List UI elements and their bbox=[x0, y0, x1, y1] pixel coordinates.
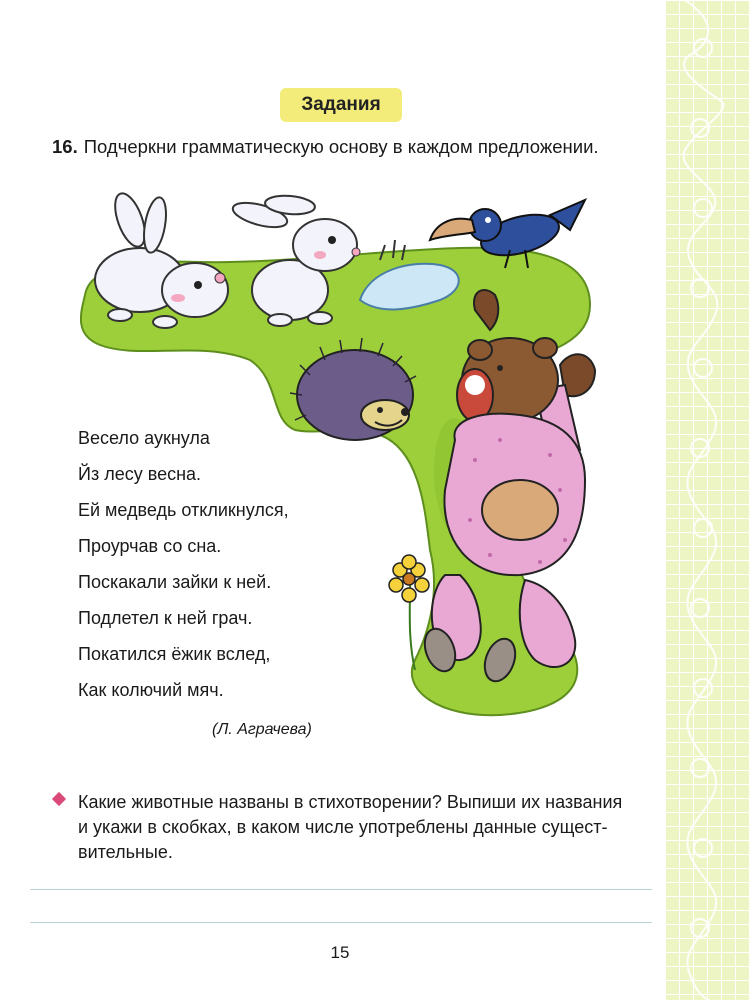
task-text: Подчеркни грамматическую основу в каждом предложении. bbox=[83, 136, 599, 157]
poem-line: Покатился ёжик вслед, bbox=[78, 644, 271, 664]
tasks-badge-label: Задания bbox=[301, 94, 381, 115]
decorative-side-strip bbox=[665, 0, 750, 1000]
rabbit-icon bbox=[95, 190, 228, 328]
diamond-bullet-icon bbox=[52, 792, 66, 806]
poem-line: Поскакали зайки к ней. bbox=[78, 572, 272, 592]
question-line: вительные. bbox=[78, 842, 173, 862]
answer-line bbox=[30, 889, 652, 890]
poem-line: Проурчав со сна. bbox=[78, 536, 222, 556]
page-number: 15 bbox=[330, 943, 350, 962]
poem-author: (Л. Аграчева) bbox=[212, 721, 312, 738]
question-line: Какие животные названы в стихотворении? Выпиши их названия bbox=[78, 792, 623, 812]
answer-line bbox=[30, 922, 652, 923]
poem-line: Ей медведь откликнулся, bbox=[78, 500, 289, 520]
question-block bbox=[54, 790, 664, 865]
poem-line: Весело аукнула bbox=[78, 428, 210, 448]
poem-line: Подлетел к ней грач. bbox=[78, 608, 253, 628]
task-number: 16. bbox=[52, 136, 78, 157]
task-instruction bbox=[52, 135, 652, 159]
poem-line: Йз лесу весна. bbox=[78, 464, 202, 484]
loop-pattern-icon bbox=[665, 0, 750, 1000]
tasks-badge bbox=[280, 88, 402, 122]
poem bbox=[78, 428, 289, 716]
question-line: и укажи в скобках, в каком числе употреблены данные сущест- bbox=[78, 817, 608, 837]
poem-line: Как колючий мяч. bbox=[78, 680, 224, 700]
